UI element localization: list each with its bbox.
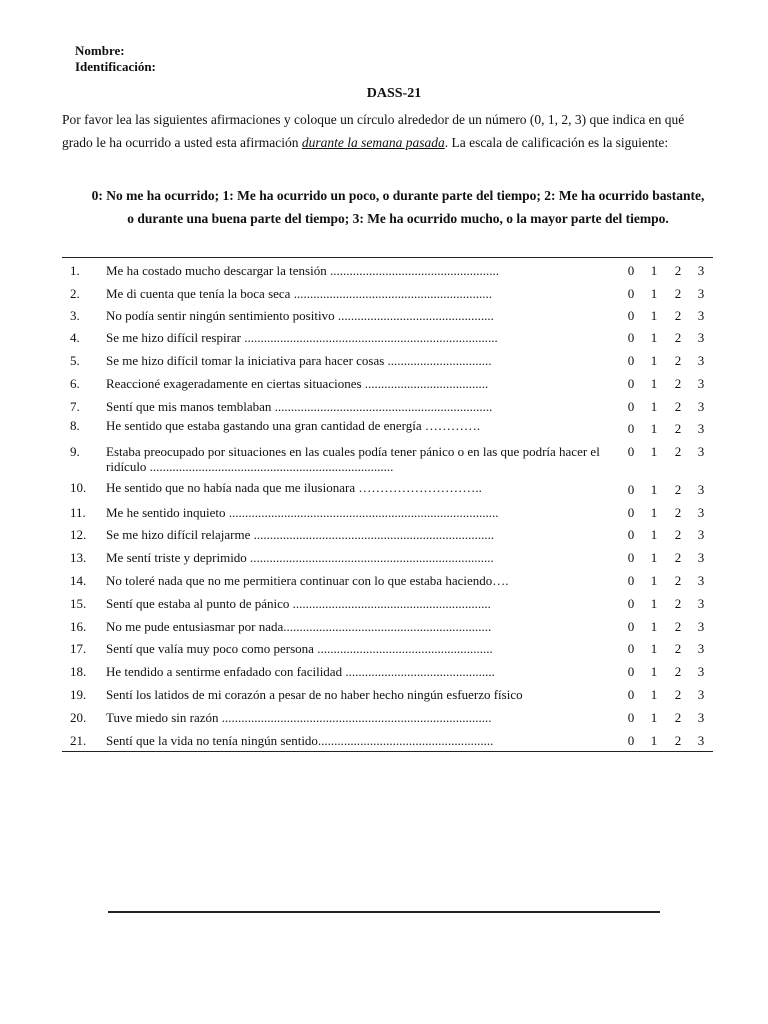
score-option-2[interactable]: 2 <box>674 399 682 414</box>
score-option-1[interactable]: 1 <box>650 550 658 565</box>
score-option-0[interactable]: 0 <box>627 444 635 459</box>
score-option-1[interactable]: 1 <box>650 308 658 323</box>
item-statement: No me pude entusiasmar por nada................................................................ <box>106 619 492 634</box>
item-number: 21. <box>70 733 87 748</box>
score-option-2[interactable]: 2 <box>674 482 682 497</box>
item-number: 8. <box>70 418 80 433</box>
score-option-2[interactable]: 2 <box>674 550 682 565</box>
score-option-1[interactable]: 1 <box>650 687 658 702</box>
score-option-2[interactable]: 2 <box>674 286 682 301</box>
instructions-text: Por favor lea las siguientes afirmaciones y coloque un círculo alrededor de un número (0, 1, 2, 3) que indica en qué grado le ha ocurrido a usted esta afirmación <box>62 112 685 150</box>
score-option-2[interactable]: 2 <box>674 353 682 368</box>
table-top-rule <box>62 257 713 258</box>
score-option-0[interactable]: 0 <box>627 710 635 725</box>
item-number: 12. <box>70 527 87 542</box>
item-statement: Se me hizo difícil respirar .............................................................................. <box>106 330 498 345</box>
score-option-0[interactable]: 0 <box>627 286 635 301</box>
score-option-2[interactable]: 2 <box>674 619 682 634</box>
score-option-1[interactable]: 1 <box>650 619 658 634</box>
item-statement: Sentí los latidos de mi corazón a pesar de no haber hecho ningún esfuerzo físico <box>106 687 523 702</box>
score-option-0[interactable]: 0 <box>627 550 635 565</box>
item-number: 1. <box>70 263 80 278</box>
item-number: 17. <box>70 641 87 656</box>
item-statement: Tuve miedo sin razón ................................................................................... <box>106 710 492 725</box>
score-option-3[interactable]: 3 <box>697 596 705 611</box>
signature-line <box>108 911 660 913</box>
score-option-3[interactable]: 3 <box>697 444 705 459</box>
item-statement: Me di cuenta que tenía la boca seca ............................................................. <box>106 286 492 301</box>
score-option-0[interactable]: 0 <box>627 527 635 542</box>
score-option-3[interactable]: 3 <box>697 263 705 278</box>
score-option-0[interactable]: 0 <box>627 573 635 588</box>
score-option-1[interactable]: 1 <box>650 641 658 656</box>
score-option-1[interactable]: 1 <box>650 286 658 301</box>
score-option-0[interactable]: 0 <box>627 596 635 611</box>
score-option-0[interactable]: 0 <box>627 376 635 391</box>
score-option-0[interactable]: 0 <box>627 399 635 414</box>
score-option-3[interactable]: 3 <box>697 376 705 391</box>
item-statement: Reaccioné exageradamente en ciertas situaciones ...................................... <box>106 376 489 391</box>
item-number: 11. <box>70 505 86 520</box>
score-option-0[interactable]: 0 <box>627 353 635 368</box>
item-statement: No toleré nada que no me permitiera continuar con lo que estaba haciendo…. <box>106 573 509 588</box>
score-option-0[interactable]: 0 <box>627 421 635 436</box>
score-option-3[interactable]: 3 <box>697 421 705 436</box>
score-option-3[interactable]: 3 <box>697 710 705 725</box>
score-option-3[interactable]: 3 <box>697 550 705 565</box>
score-option-2[interactable]: 2 <box>674 444 682 459</box>
item-number: 18. <box>70 664 87 679</box>
item-number: 7. <box>70 399 80 414</box>
score-option-2[interactable]: 2 <box>674 664 682 679</box>
instructions-text-end: . La escala de calificación es la siguiente: <box>444 135 669 150</box>
score-option-0[interactable]: 0 <box>627 619 635 634</box>
instructions-emphasis: durante la semana pasada <box>301 135 445 150</box>
score-option-1[interactable]: 1 <box>650 573 658 588</box>
item-number: 2. <box>70 286 80 301</box>
score-option-3[interactable]: 3 <box>697 641 705 656</box>
score-option-0[interactable]: 0 <box>627 308 635 323</box>
score-option-2[interactable]: 2 <box>674 641 682 656</box>
item-statement: Sentí que la vida no tenía ningún sentido...................................................... <box>106 733 494 748</box>
score-option-0[interactable]: 0 <box>627 733 635 748</box>
score-option-1[interactable]: 1 <box>650 710 658 725</box>
score-option-1[interactable]: 1 <box>650 376 658 391</box>
score-option-2[interactable]: 2 <box>674 733 682 748</box>
score-option-1[interactable]: 1 <box>650 527 658 542</box>
score-option-3[interactable]: 3 <box>697 619 705 634</box>
score-option-3[interactable]: 3 <box>697 573 705 588</box>
score-option-3[interactable]: 3 <box>697 286 705 301</box>
score-option-0[interactable]: 0 <box>627 641 635 656</box>
score-option-3[interactable]: 3 <box>697 308 705 323</box>
score-option-3[interactable]: 3 <box>697 482 705 497</box>
score-option-2[interactable]: 2 <box>674 573 682 588</box>
score-option-3[interactable]: 3 <box>697 330 705 345</box>
score-option-2[interactable]: 2 <box>674 421 682 436</box>
item-number: 20. <box>70 710 87 725</box>
score-option-1[interactable]: 1 <box>650 421 658 436</box>
score-option-2[interactable]: 2 <box>674 596 682 611</box>
score-option-3[interactable]: 3 <box>697 505 705 520</box>
score-option-3[interactable]: 3 <box>697 353 705 368</box>
item-statement: Estaba preocupado por situaciones en las cuales podía tener pánico o en las que podría hacer el ridículo ........................................................................... <box>106 444 600 474</box>
item-number: 9. <box>70 444 80 459</box>
item-number: 14. <box>70 573 87 588</box>
score-option-2[interactable]: 2 <box>674 687 682 702</box>
item-statement: Se me hizo difícil relajarme .......................................................................... <box>106 527 495 542</box>
score-option-0[interactable]: 0 <box>627 330 635 345</box>
score-option-2[interactable]: 2 <box>674 308 682 323</box>
rating-scale-legend: 0: No me ha ocurrido; 1: Me ha ocurrido un poco, o durante parte del tiempo; 2: Me ha ocurrido bastante, o durante una buena parte del tiempo; 3: Me ha ocurrido mucho, o la mayor parte del tiempo. <box>91 188 705 226</box>
score-option-1[interactable]: 1 <box>650 330 658 345</box>
score-option-3[interactable]: 3 <box>697 687 705 702</box>
item-number: 19. <box>70 687 87 702</box>
item-number: 4. <box>70 330 80 345</box>
item-statement: No podía sentir ningún sentimiento positivo ................................................ <box>106 308 494 323</box>
identification-label: Identificación: <box>75 59 156 74</box>
score-option-0[interactable]: 0 <box>627 482 635 497</box>
score-option-3[interactable]: 3 <box>697 664 705 679</box>
score-option-1[interactable]: 1 <box>650 399 658 414</box>
score-option-1[interactable]: 1 <box>650 353 658 368</box>
score-option-3[interactable]: 3 <box>697 527 705 542</box>
item-statement: Sentí que estaba al punto de pánico ............................................................. <box>106 596 491 611</box>
score-option-0[interactable]: 0 <box>627 505 635 520</box>
score-option-1[interactable]: 1 <box>650 444 658 459</box>
score-option-1[interactable]: 1 <box>650 482 658 497</box>
item-statement: Me he sentido inquieto ................................................................................... <box>106 505 499 520</box>
item-statement: Sentí que valía muy poco como persona ...................................................... <box>106 641 493 656</box>
item-statement: He sentido que no había nada que me ilusionara ……………………….. <box>106 480 482 495</box>
score-option-3[interactable]: 3 <box>697 399 705 414</box>
name-label: Nombre: <box>75 43 125 58</box>
item-statement: Me ha costado mucho descargar la tensión .................................................... <box>106 263 499 278</box>
score-option-2[interactable]: 2 <box>674 505 682 520</box>
item-statement: He tendido a sentirme enfadado con facilidad .............................................. <box>106 664 495 679</box>
item-statement: He sentido que estaba gastando una gran cantidad de energía …………. <box>106 418 481 433</box>
item-number: 3. <box>70 308 80 323</box>
item-number: 16. <box>70 619 87 634</box>
score-option-3[interactable]: 3 <box>697 733 705 748</box>
item-number: 13. <box>70 550 87 565</box>
score-option-1[interactable]: 1 <box>650 733 658 748</box>
score-option-0[interactable]: 0 <box>627 263 635 278</box>
item-number: 15. <box>70 596 87 611</box>
item-statement: Sentí que mis manos temblaban ................................................................... <box>106 399 493 414</box>
score-option-0[interactable]: 0 <box>627 664 635 679</box>
score-option-2[interactable]: 2 <box>674 376 682 391</box>
score-option-2[interactable]: 2 <box>674 710 682 725</box>
score-option-1[interactable]: 1 <box>650 664 658 679</box>
score-option-2[interactable]: 2 <box>674 330 682 345</box>
instructions-paragraph <box>62 108 712 154</box>
score-option-0[interactable]: 0 <box>627 687 635 702</box>
score-option-2[interactable]: 2 <box>674 527 682 542</box>
item-statement: Se me hizo difícil tomar la iniciativa para hacer cosas ................................ <box>106 353 492 368</box>
score-option-1[interactable]: 1 <box>650 505 658 520</box>
item-number: 5. <box>70 353 80 368</box>
page-title: DASS-21 <box>366 86 422 101</box>
score-option-1[interactable]: 1 <box>650 596 658 611</box>
item-statement: Me sentí triste y deprimido ........................................................................... <box>106 550 494 565</box>
score-option-2[interactable]: 2 <box>674 263 682 278</box>
table-bottom-rule <box>62 751 713 752</box>
item-number: 10. <box>70 480 87 495</box>
score-option-1[interactable]: 1 <box>650 263 658 278</box>
item-number: 6. <box>70 376 80 391</box>
